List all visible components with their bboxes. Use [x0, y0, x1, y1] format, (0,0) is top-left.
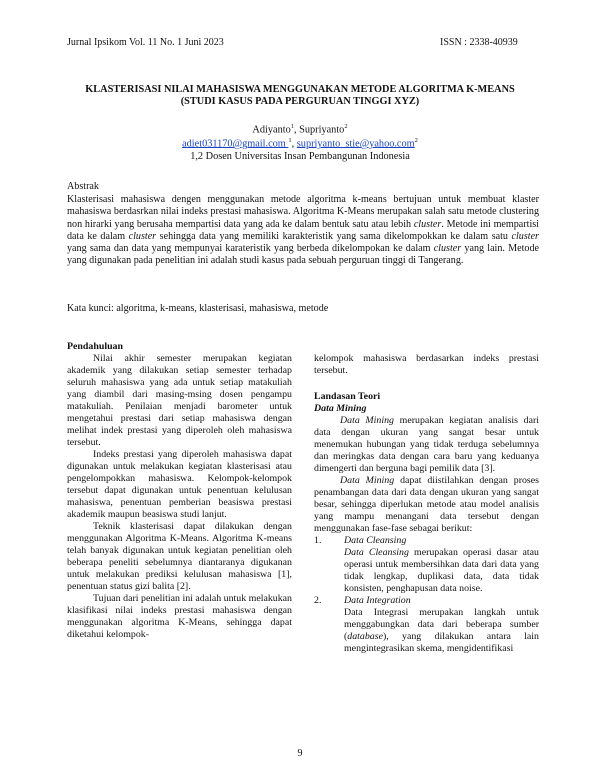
list-text: merupakan operasi dasar atau operasi untuk membersihkan data dari data yang tidak lengkap, duplikasi data, data tidak konsisten, penghapusan data noise.: [344, 547, 539, 594]
list-item: [314, 535, 539, 595]
abstract-em-2: cluster: [128, 230, 157, 242]
term-em: Data Cleansing: [344, 547, 409, 558]
abstract-em-1: cluster: [413, 218, 442, 230]
list-item-body: [344, 547, 539, 595]
term-em: database: [347, 631, 383, 642]
abstract-text-1: Klasterisasi mahasiswa dengen menggunakan metode algoritma k-means bertujuan untuk membuat klaster mahasiswa berdasrkan nilai indeks prestasi mahasiswa. Algoritma K-Means merupakan salah satu metode clustering non hirarki yang berusaha mempartisi data yang ada ke dalam bentuk satu atau lebih: [67, 194, 539, 230]
keywords: Kata kunci: algoritma, k-means, klasterisasi, mahasiswa, metode: [67, 303, 329, 314]
author-1-sup: 1: [290, 123, 294, 130]
paragraph: Tujuan dari penelitian ini adalah untuk melakukan klasifikasi nilai indeks prestasi mahasiswa dengan menggunakan algoritma K-Means, sehingga dapat diketahui kelompok-: [67, 593, 292, 640]
paragraph: Teknik klasterisasi dapat dilakukan dengan menggunakan Algoritma K-Means. Algoritma K-means telah banyak digunakan untuk kegiatan penelitian oleh beberapa peneliti sebelumnya diantaranya digukanan untuk melakukan prediksi kelulusan mahasiswa [1], penentuan status gizi balita [2].: [67, 521, 292, 592]
list-number: 2.: [314, 595, 322, 606]
subheading-data-mining: Data Mining: [314, 403, 367, 414]
paragraph: [314, 475, 539, 535]
paper-title-line2: (STUDI KASUS PADA PERGURUAN TINGGI XYZ): [180, 96, 420, 107]
paragraph-text: dapat diistilahkan dengan proses penambangan data dari data dengan ukuran yang sangat besar, sehingga diperlukan metode atau model analisis yang mampu menangani data tersebut dengan menggunakan fase-fase sebagai berikut:: [314, 475, 539, 534]
abstract-em-3: cluster: [511, 230, 539, 242]
paragraph: Nilai akhir semester merupakan kegiatan akademik yang dilakukan setiap semester terhadap seluruh mahasiswa yang ada untuk setiap matakuliah yang diambil dari masing-msing dosen pengampu matakuliah. Penilaian menjadi barometer untuk mengetahui prestasi dari setiap mahasiswa dengan melihat indek prestasi yang diperoleh oleh mahasiswa tersebut.: [67, 353, 292, 448]
list-item: [314, 595, 539, 655]
abstract-text-2: . Metode ini mempartisi data ke dalam: [67, 218, 539, 242]
abstract-text-5: yang lain. Metode yang digunakan pada penelitian ini adalah studi kasus pada sebuah perguruan tinggi di Tangerang.: [67, 243, 539, 267]
abstract-text-3: sehingga data yang memiliki karakteristik yang sama dikelompokkan ke dalam satu: [156, 230, 512, 242]
journal-header: Jurnal Ipsikom Vol. 11 No. 1 Juni 2023: [67, 37, 224, 48]
email-link-1[interactable]: adiet031170@gmail.com: [182, 138, 289, 150]
paragraph-continued: kelompok mahasiswa berdasarkan indeks prestasi tersebut.: [314, 353, 539, 376]
email-sep: ,: [291, 138, 297, 150]
abstract-text-4: yang sama dan data yang mempunyai karateristik yang berbeda dikelompokan ke dalam: [67, 243, 434, 255]
section-heading-landasan-teori: Landasan Teori: [314, 391, 381, 402]
section-heading-pendahuluan: Pendahuluan: [67, 341, 123, 352]
emails: [40, 137, 560, 149]
author-2: Supriyanto: [299, 124, 345, 136]
paragraph: Indeks prestasi yang diperoleh mahasiswa dapat digunakan untuk melakukan kegiatan klasterisasi atau pengelompokkan mahasiswa. Kelompok-kelompok tersebut dapat digunakan untuk penentuan kelulusan mahasiswa, penentuan pemberian beasiswa prestasi akademik maupun beasiswa studi lanjut.: [67, 449, 292, 520]
list-item-body: [344, 607, 539, 655]
abstract-body: [67, 194, 539, 268]
right-column: [314, 353, 539, 655]
email-1-sup: 1: [288, 137, 292, 144]
list-item-title: Data Cleansing: [344, 535, 407, 546]
issn-header: ISSN : 2338-40939: [440, 37, 518, 48]
paper-title-line1: KLASTERISASI NILAI MAHASISWA MENGGUNAKAN METODE ALGORITMA K-MEANS: [85, 84, 515, 95]
page-number: 9: [297, 748, 303, 759]
author-sep: ,: [293, 124, 300, 136]
paragraph: [314, 415, 539, 475]
paragraph-text: merupakan kegiatan analisis dari data dengan ukuran yang sangat besar untuk menemukan hubungan yang tidak terduga sebelumnya dan meringkas data dengan cara baru yang keduanya dimengerti dan berguna bagi pemilik data [3].: [314, 415, 539, 474]
email-2-sup: 2: [414, 137, 418, 144]
term-em: Data Mining: [340, 475, 395, 486]
email-link-2[interactable]: supriyanto_stie@yahoo.com: [296, 138, 415, 150]
term-em: Data Mining: [340, 415, 394, 426]
list-text: Data Integrasi merupakan langkah untuk menggabungkan data dari beberapa sumber (: [344, 607, 539, 642]
authors: [40, 123, 560, 135]
list-item-title: Data Integration: [344, 595, 411, 606]
author-1: Adiyanto: [252, 124, 291, 136]
left-column: [67, 341, 292, 641]
author-2-sup: 2: [344, 123, 348, 130]
affiliation: 1,2 Dosen Universitas Insan Pembangunan Indonesia: [190, 151, 410, 162]
list-text: ), yang dilakukan antara lain mengintegrasikan skema, mengidentifikasi: [344, 631, 539, 654]
abstract-em-4: cluster: [433, 243, 462, 255]
list-number: 1.: [314, 535, 322, 546]
abstract-heading: Abstrak: [67, 181, 99, 192]
